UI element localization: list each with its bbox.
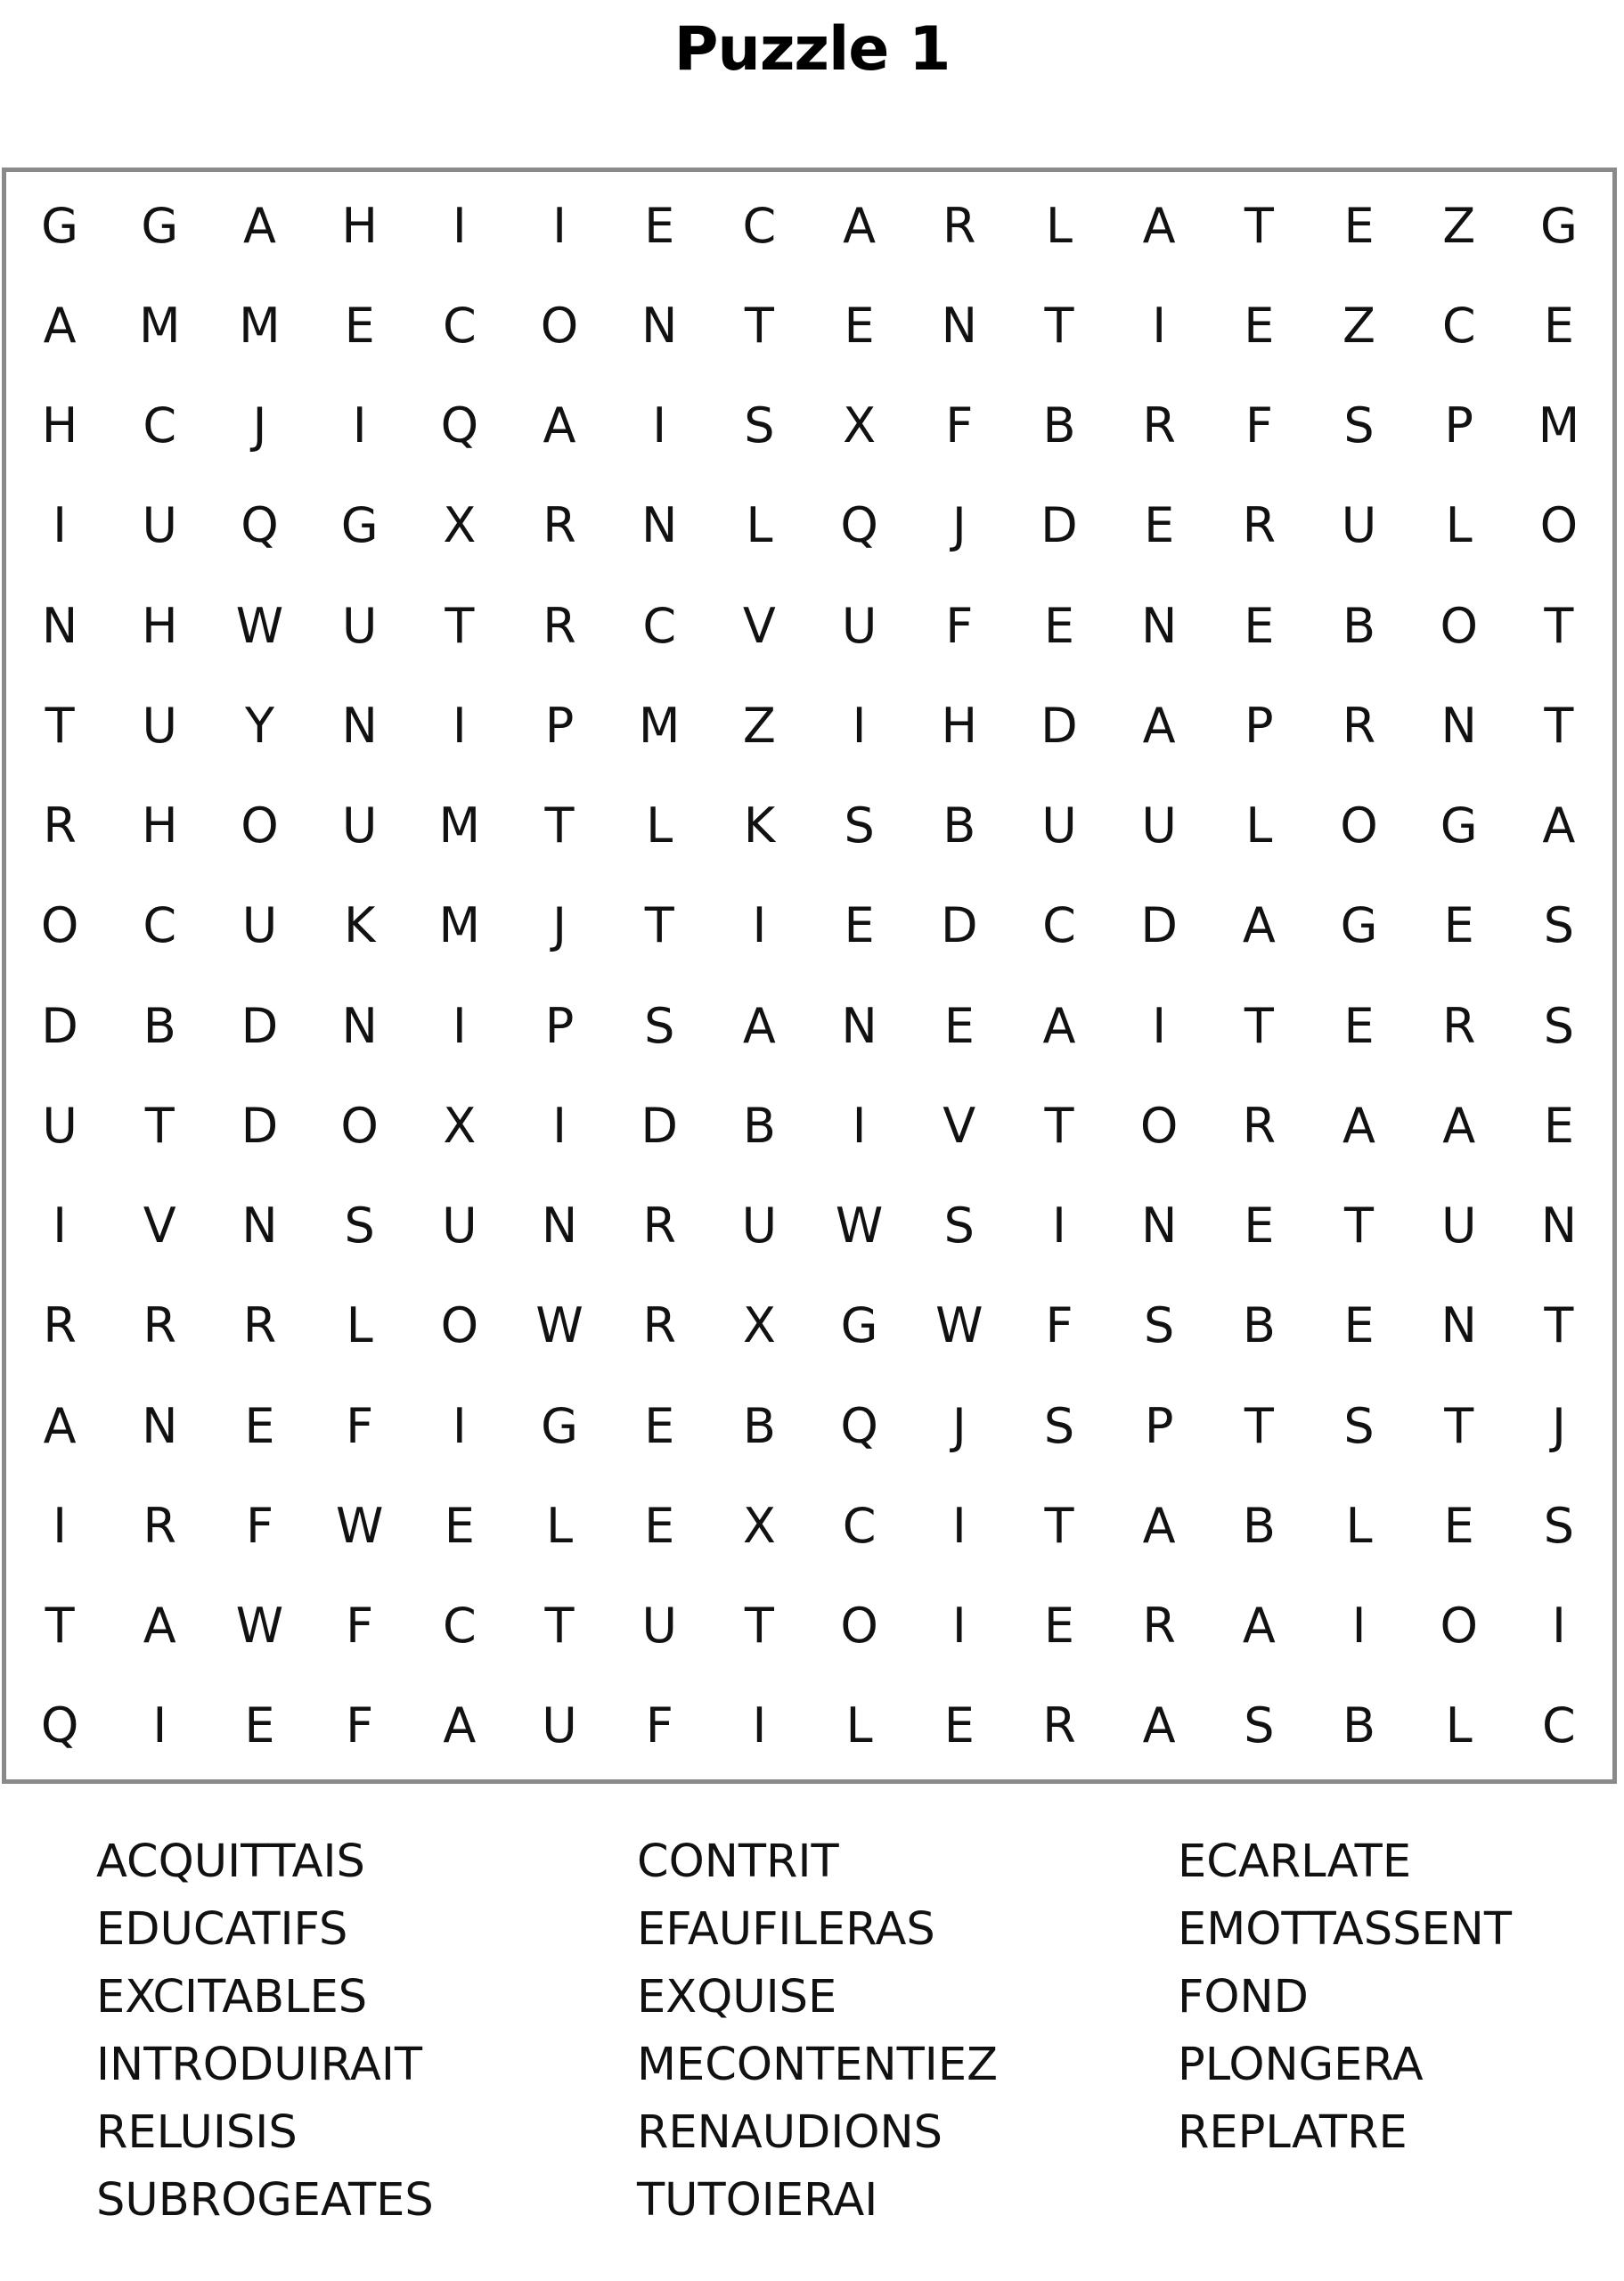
grid-cell[interactable]: S xyxy=(1244,1697,1275,1754)
grid-cell[interactable]: S xyxy=(1343,1397,1375,1454)
grid-cell[interactable]: H xyxy=(941,697,978,754)
grid-cell[interactable]: A xyxy=(1142,197,1176,254)
grid-cell[interactable]: T xyxy=(45,1598,75,1655)
grid-cell[interactable]: I xyxy=(152,1697,167,1754)
letter-grid-frame xyxy=(2,168,1617,1784)
grid-cell[interactable]: F xyxy=(1245,397,1273,454)
grid-cell[interactable]: L xyxy=(1445,1697,1473,1754)
grid-cell[interactable]: Q xyxy=(840,497,878,554)
grid-cell[interactable]: C xyxy=(442,1598,477,1655)
grid-cell[interactable]: W xyxy=(235,1598,284,1655)
grid-cell[interactable]: T xyxy=(1044,297,1074,354)
grid-cell[interactable]: M xyxy=(438,797,481,854)
grid-cell[interactable]: N xyxy=(1140,597,1178,654)
grid-cell[interactable]: A xyxy=(43,297,77,354)
grid-cell[interactable]: I xyxy=(1152,297,1167,354)
grid-cell[interactable]: D xyxy=(1041,497,1078,554)
grid-cell[interactable]: E xyxy=(1343,197,1375,254)
grid-cell[interactable]: S xyxy=(644,997,675,1054)
word-list-item: EMOTTASSENT xyxy=(1178,1903,1512,1956)
grid-cell[interactable]: U xyxy=(1041,797,1077,854)
grid-cell[interactable]: T xyxy=(1544,1297,1574,1354)
grid-cell[interactable]: L xyxy=(1045,197,1073,254)
grid-cell[interactable]: I xyxy=(1551,1598,1566,1655)
grid-cell[interactable]: R xyxy=(642,1297,676,1354)
grid-cell[interactable]: R xyxy=(143,1297,177,1354)
grid-cell[interactable]: C xyxy=(1542,1697,1576,1754)
grid-cell[interactable]: U xyxy=(741,1198,778,1255)
grid-cell[interactable]: O xyxy=(40,897,79,954)
grid-cell[interactable]: T xyxy=(1544,697,1574,754)
grid-cell[interactable]: C xyxy=(1441,297,1476,354)
grid-cell[interactable]: R xyxy=(943,197,976,254)
grid-cell[interactable]: N xyxy=(541,1198,578,1255)
grid-cell[interactable]: T xyxy=(1044,1097,1074,1154)
grid-cell[interactable]: I xyxy=(1152,997,1167,1054)
grid-cell[interactable]: N xyxy=(142,1397,178,1454)
grid-cell[interactable]: T xyxy=(744,297,774,354)
grid-cell[interactable]: G xyxy=(840,1297,878,1354)
grid-cell[interactable]: U xyxy=(142,497,178,554)
grid-cell[interactable]: G xyxy=(541,1397,578,1454)
grid-cell[interactable]: C xyxy=(642,597,677,654)
grid-cell[interactable]: L xyxy=(845,1697,873,1754)
grid-cell[interactable]: R xyxy=(1242,1097,1277,1154)
grid-cell[interactable]: N xyxy=(941,297,977,354)
grid-cell[interactable]: E xyxy=(1244,597,1275,654)
grid-cell[interactable]: R xyxy=(43,797,77,854)
grid-cell[interactable]: I xyxy=(53,497,68,554)
grid-cell[interactable]: I xyxy=(552,1097,567,1154)
grid-cell[interactable]: E xyxy=(1443,1497,1474,1554)
grid-cell[interactable]: T xyxy=(644,897,674,954)
grid-cell[interactable]: I xyxy=(951,1598,967,1655)
grid-cell[interactable]: A xyxy=(1142,697,1176,754)
grid-cell[interactable]: P xyxy=(544,997,575,1054)
grid-cell[interactable]: H xyxy=(141,597,178,654)
grid-cell[interactable]: E xyxy=(1543,297,1574,354)
puzzle-title: Puzzle 1 xyxy=(673,14,951,85)
grid-cell[interactable]: L xyxy=(346,1297,373,1354)
word-list-item: RELUISIS xyxy=(96,2106,298,2159)
grid-cell[interactable]: U xyxy=(42,1097,78,1154)
grid-cell[interactable]: E xyxy=(1244,1198,1275,1255)
grid-cell[interactable]: Z xyxy=(1342,297,1376,354)
grid-cell[interactable]: F xyxy=(346,1397,374,1454)
grid-cell[interactable]: L xyxy=(1245,797,1273,854)
grid-cell[interactable]: T xyxy=(1244,997,1274,1054)
grid-cell[interactable]: U xyxy=(341,597,378,654)
word-list-item: FOND xyxy=(1178,1971,1309,2023)
grid-cell[interactable]: E xyxy=(1443,897,1474,954)
grid-cell[interactable]: S xyxy=(1043,1397,1075,1454)
grid-cell[interactable]: G xyxy=(41,197,79,254)
grid-cell[interactable]: N xyxy=(1440,1297,1477,1354)
grid-cell[interactable]: G xyxy=(340,497,379,554)
grid-cell[interactable]: N xyxy=(841,997,877,1054)
grid-cell[interactable]: U xyxy=(1440,1198,1477,1255)
grid-cell[interactable]: F xyxy=(346,1697,374,1754)
word-list-item: PLONGERA xyxy=(1178,2039,1424,2091)
grid-cell[interactable]: N xyxy=(641,497,678,554)
grid-cell[interactable]: E xyxy=(644,197,675,254)
grid-cell[interactable]: Z xyxy=(1442,197,1476,254)
grid-cell[interactable]: A xyxy=(742,997,776,1054)
grid-cell[interactable]: C xyxy=(1042,897,1076,954)
letter-grid xyxy=(10,176,1609,1776)
grid-cell[interactable]: Q xyxy=(840,1397,878,1454)
grid-cell[interactable]: H xyxy=(41,397,78,454)
grid-cell[interactable]: L xyxy=(545,1497,574,1554)
grid-cell[interactable]: E xyxy=(1543,1097,1574,1154)
grid-cell[interactable]: T xyxy=(45,697,75,754)
grid-cell[interactable]: I xyxy=(53,1497,68,1554)
word-list-item: EFAUFILERAS xyxy=(637,1903,935,1956)
grid-cell[interactable]: W xyxy=(535,1297,583,1354)
grid-cell[interactable]: B xyxy=(742,1397,776,1454)
grid-cell[interactable]: T xyxy=(1244,1397,1274,1454)
grid-cell[interactable]: I xyxy=(652,397,667,454)
grid-cell[interactable]: F xyxy=(645,1697,673,1754)
grid-cell[interactable]: S xyxy=(344,1198,375,1255)
grid-cell[interactable]: X xyxy=(742,1297,776,1354)
grid-cell[interactable]: R xyxy=(543,497,576,554)
grid-cell[interactable]: B xyxy=(1042,397,1076,454)
grid-cell[interactable]: D xyxy=(1140,897,1178,954)
grid-cell[interactable]: Q xyxy=(40,1697,79,1754)
grid-cell[interactable]: A xyxy=(443,1697,477,1754)
grid-cell[interactable]: U xyxy=(542,1697,577,1754)
grid-cell[interactable]: T xyxy=(1244,197,1274,254)
grid-cell[interactable]: N xyxy=(641,297,678,354)
grid-cell[interactable]: R xyxy=(1142,397,1176,454)
grid-cell[interactable]: B xyxy=(1242,1297,1276,1354)
grid-cell[interactable]: O xyxy=(340,1097,379,1154)
grid-cell[interactable]: Q xyxy=(440,397,479,454)
grid-cell[interactable]: I xyxy=(752,1697,767,1754)
grid-cell[interactable]: S xyxy=(1543,897,1575,954)
grid-cell[interactable]: M xyxy=(638,697,681,754)
grid-cell[interactable]: T xyxy=(144,1097,175,1154)
word-list-item: ACQUITTAIS xyxy=(96,1835,365,1888)
grid-cell[interactable]: A xyxy=(543,397,576,454)
grid-cell[interactable]: P xyxy=(544,697,575,754)
grid-cell[interactable]: F xyxy=(945,397,974,454)
grid-cell[interactable]: I xyxy=(452,1397,467,1454)
grid-cell[interactable]: T xyxy=(1444,1397,1474,1454)
grid-cell[interactable]: E xyxy=(344,297,375,354)
grid-cell[interactable]: F xyxy=(346,1598,374,1655)
grid-cell[interactable]: O xyxy=(840,1598,878,1655)
grid-cell[interactable]: S xyxy=(844,797,875,854)
grid-cell[interactable]: O xyxy=(1440,597,1478,654)
grid-cell[interactable]: W xyxy=(835,1198,884,1255)
grid-cell[interactable]: J xyxy=(252,397,267,454)
grid-cell[interactable]: I xyxy=(352,397,367,454)
grid-cell[interactable]: D xyxy=(241,1097,279,1154)
grid-cell[interactable]: R xyxy=(1242,497,1277,554)
grid-cell[interactable]: I xyxy=(552,197,567,254)
grid-cell[interactable]: B xyxy=(943,797,976,854)
grid-cell[interactable]: M xyxy=(438,897,481,954)
grid-cell[interactable]: J xyxy=(1551,1397,1566,1454)
grid-cell[interactable]: T xyxy=(1544,597,1574,654)
word-list-item: SUBROGEATES xyxy=(96,2174,434,2227)
grid-cell[interactable]: B xyxy=(1242,1497,1276,1554)
grid-cell[interactable]: D xyxy=(641,1097,679,1154)
grid-cell[interactable]: O xyxy=(1539,497,1579,554)
grid-cell[interactable]: Z xyxy=(742,697,776,754)
word-list-item: EDUCATIFS xyxy=(96,1903,348,1956)
grid-cell[interactable]: C xyxy=(442,297,477,354)
grid-cell[interactable]: O xyxy=(241,797,279,854)
grid-cell[interactable]: C xyxy=(742,197,777,254)
grid-cell[interactable]: L xyxy=(1345,1497,1373,1554)
grid-cell[interactable]: E xyxy=(1144,497,1175,554)
grid-cell[interactable]: D xyxy=(1041,697,1078,754)
grid-cell[interactable]: A xyxy=(1542,797,1576,854)
word-list-item: ECARLATE xyxy=(1178,1835,1412,1888)
grid-cell[interactable]: P xyxy=(1144,1397,1174,1454)
grid-cell[interactable]: A xyxy=(1042,997,1076,1054)
grid-cell[interactable]: U xyxy=(841,597,877,654)
grid-cell[interactable]: R xyxy=(1142,1598,1176,1655)
grid-cell[interactable]: C xyxy=(842,1497,877,1554)
grid-cell[interactable]: B xyxy=(1342,1697,1376,1754)
grid-cell[interactable]: B xyxy=(1342,597,1376,654)
word-list xyxy=(96,1828,1611,2235)
word-list-item: EXCITABLES xyxy=(96,1971,368,2023)
grid-cell[interactable]: M xyxy=(239,297,281,354)
grid-cell[interactable]: R xyxy=(642,1198,676,1255)
grid-cell[interactable]: U xyxy=(142,697,178,754)
grid-cell[interactable]: T xyxy=(1344,1198,1375,1255)
grid-cell[interactable]: H xyxy=(141,797,178,854)
grid-cell[interactable]: L xyxy=(646,797,673,854)
grid-cell[interactable]: S xyxy=(1343,397,1375,454)
grid-cell[interactable]: N xyxy=(1540,1198,1578,1255)
grid-cell[interactable]: A xyxy=(1342,1097,1375,1154)
grid-cell[interactable]: E xyxy=(1043,597,1075,654)
grid-cell[interactable]: I xyxy=(452,697,467,754)
grid-cell[interactable]: E xyxy=(1043,1598,1075,1655)
grid-cell[interactable]: E xyxy=(1343,1297,1375,1354)
grid-cell[interactable]: X xyxy=(843,397,877,454)
grid-cell[interactable]: J xyxy=(951,1397,967,1454)
grid-cell[interactable]: S xyxy=(943,1198,975,1255)
grid-cell[interactable]: K xyxy=(343,897,376,954)
grid-cell[interactable]: L xyxy=(1445,497,1473,554)
grid-cell[interactable]: S xyxy=(744,397,775,454)
grid-cell[interactable]: A xyxy=(843,197,877,254)
grid-cell[interactable]: T xyxy=(445,597,475,654)
grid-cell[interactable]: F xyxy=(1045,1297,1073,1354)
word-list-item: REPLATRE xyxy=(1178,2106,1408,2159)
grid-cell[interactable]: I xyxy=(452,997,467,1054)
grid-cell[interactable]: A xyxy=(143,1598,176,1655)
grid-cell[interactable]: E xyxy=(644,1497,675,1554)
grid-cell[interactable]: G xyxy=(1340,897,1378,954)
grid-cell[interactable]: I xyxy=(1052,1198,1066,1255)
word-list-item: EXQUISE xyxy=(637,1971,837,2023)
grid-cell[interactable]: L xyxy=(746,497,773,554)
grid-cell[interactable]: J xyxy=(951,497,967,554)
grid-cell[interactable]: A xyxy=(1142,1497,1176,1554)
grid-cell[interactable]: O xyxy=(440,1297,479,1354)
grid-cell[interactable]: W xyxy=(335,1497,384,1554)
grid-cell[interactable]: A xyxy=(1442,1097,1476,1154)
grid-cell[interactable]: R xyxy=(143,1497,177,1554)
grid-cell[interactable]: E xyxy=(943,1697,975,1754)
grid-cell[interactable]: N xyxy=(41,597,78,654)
grid-cell[interactable]: B xyxy=(742,1097,776,1154)
grid-cell[interactable]: S xyxy=(1543,997,1575,1054)
grid-cell[interactable]: I xyxy=(1351,1598,1367,1655)
grid-cell[interactable]: E xyxy=(1343,997,1375,1054)
grid-cell[interactable]: Q xyxy=(241,497,279,554)
grid-cell[interactable]: N xyxy=(1140,1198,1178,1255)
grid-cell[interactable]: O xyxy=(1139,1097,1179,1154)
grid-cell[interactable]: P xyxy=(1444,397,1473,454)
grid-cell[interactable]: A xyxy=(242,197,276,254)
grid-cell[interactable]: E xyxy=(244,1397,275,1454)
grid-cell[interactable]: V xyxy=(143,1198,176,1255)
grid-cell[interactable]: T xyxy=(544,1598,575,1655)
grid-cell[interactable]: U xyxy=(341,797,378,854)
grid-cell[interactable]: U xyxy=(241,897,278,954)
grid-cell[interactable]: N xyxy=(1440,697,1477,754)
word-list-item: RENAUDIONS xyxy=(637,2106,943,2159)
grid-cell[interactable]: X xyxy=(443,1097,477,1154)
grid-cell[interactable]: I xyxy=(452,197,467,254)
grid-cell[interactable]: P xyxy=(1245,697,1274,754)
grid-cell[interactable]: E xyxy=(943,997,975,1054)
grid-cell[interactable]: D xyxy=(940,897,978,954)
grid-cell[interactable]: N xyxy=(341,997,378,1054)
grid-cell[interactable]: H xyxy=(341,197,378,254)
grid-cell[interactable]: J xyxy=(552,897,567,954)
grid-cell[interactable]: E xyxy=(444,1497,475,1554)
grid-cell[interactable]: O xyxy=(540,297,579,354)
grid-cell[interactable]: A xyxy=(1142,1697,1176,1754)
grid-cell[interactable]: U xyxy=(442,1198,477,1255)
grid-cell[interactable]: G xyxy=(1539,197,1578,254)
grid-cell[interactable]: E xyxy=(844,897,875,954)
grid-cell[interactable]: B xyxy=(143,997,176,1054)
grid-cell[interactable]: W xyxy=(235,597,284,654)
grid-cell[interactable]: Y xyxy=(244,697,274,754)
grid-cell[interactable]: R xyxy=(43,1297,77,1354)
grid-cell[interactable]: R xyxy=(1342,697,1376,754)
grid-cell[interactable]: I xyxy=(752,897,767,954)
grid-cell[interactable]: E xyxy=(1244,297,1275,354)
grid-cell[interactable]: U xyxy=(1141,797,1177,854)
grid-cell[interactable]: U xyxy=(641,1598,677,1655)
grid-cell[interactable]: S xyxy=(1144,1297,1175,1354)
grid-cell[interactable]: N xyxy=(241,1198,278,1255)
grid-cell[interactable]: K xyxy=(743,797,776,854)
grid-cell[interactable]: U xyxy=(1341,497,1377,554)
grid-cell[interactable]: R xyxy=(1042,1697,1076,1754)
word-list-item: CONTRIT xyxy=(637,1835,839,1888)
grid-cell[interactable]: V xyxy=(742,597,776,654)
grid-cell[interactable]: X xyxy=(742,1497,776,1554)
grid-cell[interactable]: R xyxy=(543,597,576,654)
grid-cell[interactable]: W xyxy=(935,1297,983,1354)
grid-cell[interactable]: E xyxy=(244,1697,275,1754)
grid-cell[interactable]: M xyxy=(1538,397,1580,454)
grid-cell[interactable]: A xyxy=(1242,1598,1276,1655)
grid-cell[interactable]: V xyxy=(943,1097,976,1154)
grid-cell[interactable]: F xyxy=(945,597,974,654)
grid-cell[interactable]: N xyxy=(341,697,378,754)
grid-cell[interactable]: F xyxy=(245,1497,273,1554)
grid-cell[interactable]: G xyxy=(141,197,179,254)
word-list-item: TUTOIERAI xyxy=(637,2174,878,2227)
grid-cell[interactable]: R xyxy=(1441,997,1476,1054)
grid-cell[interactable]: C xyxy=(143,897,177,954)
grid-cell[interactable]: T xyxy=(1044,1497,1074,1554)
grid-cell[interactable]: I xyxy=(852,1097,867,1154)
grid-cell[interactable]: X xyxy=(443,497,477,554)
grid-cell[interactable]: A xyxy=(1242,897,1276,954)
grid-cell[interactable]: I xyxy=(951,1497,967,1554)
grid-cell[interactable]: C xyxy=(143,397,177,454)
grid-cell[interactable]: D xyxy=(41,997,78,1054)
grid-cell[interactable]: D xyxy=(241,997,279,1054)
grid-cell[interactable]: G xyxy=(1440,797,1478,854)
word-list-item: INTRODUIRAIT xyxy=(96,2039,423,2091)
grid-cell[interactable]: O xyxy=(1440,1598,1478,1655)
grid-cell[interactable]: E xyxy=(844,297,875,354)
grid-cell[interactable]: S xyxy=(1543,1497,1575,1554)
grid-cell[interactable]: I xyxy=(53,1198,68,1255)
grid-cell[interactable]: T xyxy=(544,797,575,854)
grid-cell[interactable]: E xyxy=(644,1397,675,1454)
grid-cell[interactable]: M xyxy=(138,297,181,354)
grid-cell[interactable]: R xyxy=(242,1297,277,1354)
grid-cell[interactable]: O xyxy=(1340,797,1378,854)
grid-cell[interactable]: T xyxy=(744,1598,774,1655)
grid-cell[interactable]: I xyxy=(852,697,867,754)
grid-cell[interactable]: A xyxy=(43,1397,77,1454)
word-list-item: MECONTENTIEZ xyxy=(637,2039,999,2091)
